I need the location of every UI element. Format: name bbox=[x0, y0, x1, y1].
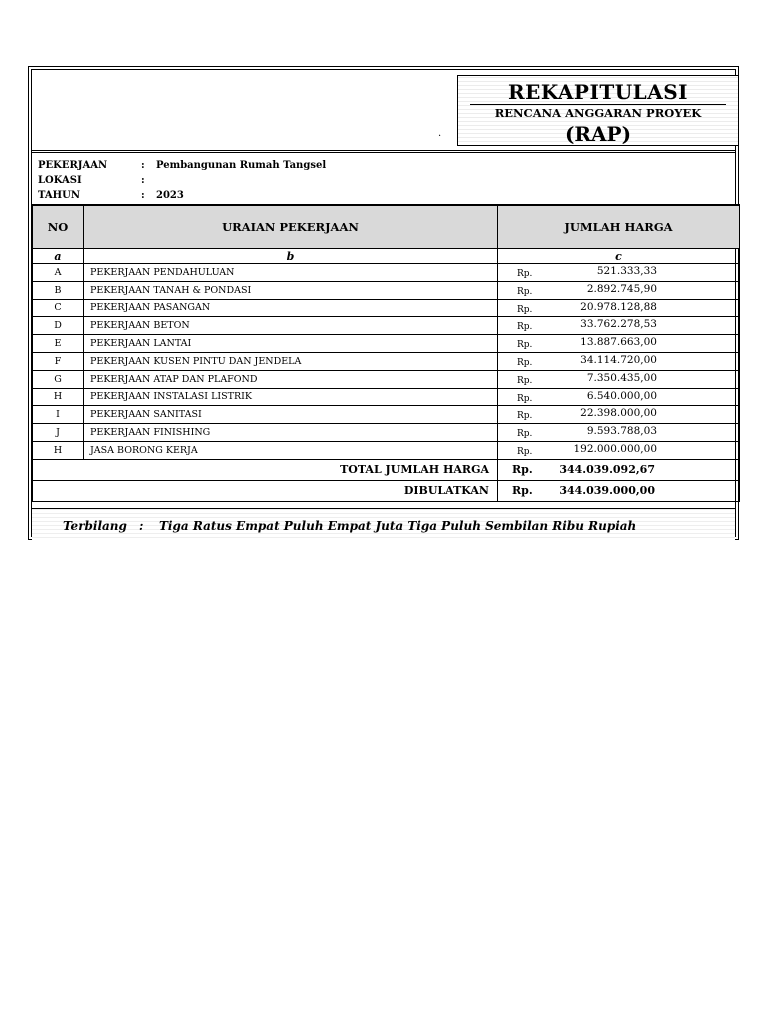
row-amount: 7.350.435,00 bbox=[586, 371, 657, 384]
row-amount: 20.978.128,88 bbox=[580, 300, 657, 313]
rounded-amount: 344.039.000,00 bbox=[559, 483, 655, 497]
info-label: PEKERJAAN bbox=[38, 160, 108, 171]
table-row bbox=[33, 388, 740, 406]
info-colon: : bbox=[141, 175, 145, 186]
row-amount-cell bbox=[498, 441, 740, 459]
letter-b: b bbox=[84, 249, 498, 264]
row-uraian: PEKERJAAN FINISHING bbox=[84, 424, 498, 442]
header-jumlah: JUMLAH HARGA bbox=[498, 205, 740, 249]
currency-label: Rp. bbox=[512, 483, 533, 497]
row-amount: 13.887.663,00 bbox=[580, 336, 657, 349]
row-amount-cell bbox=[498, 424, 740, 442]
letter-c: c bbox=[498, 249, 740, 264]
currency-label: Rp. bbox=[517, 429, 533, 440]
row-uraian: PEKERJAAN SANITASI bbox=[84, 406, 498, 424]
row-amount-cell bbox=[498, 388, 740, 406]
total-amount: 344.039.092,67 bbox=[559, 462, 655, 476]
currency-label: Rp. bbox=[512, 462, 533, 476]
rap-table bbox=[32, 204, 740, 502]
row-no: H bbox=[33, 388, 84, 406]
currency-label: Rp. bbox=[517, 340, 533, 351]
table-row bbox=[33, 370, 740, 388]
row-no: B bbox=[33, 281, 84, 299]
table-row bbox=[33, 424, 740, 442]
currency-label: Rp. bbox=[517, 411, 533, 422]
currency-label: Rp. bbox=[517, 269, 533, 279]
row-amount-cell bbox=[498, 264, 740, 282]
row-no: I bbox=[33, 406, 84, 424]
letter-a: a bbox=[33, 249, 84, 264]
column-letter-row bbox=[33, 249, 740, 264]
row-amount: 34.114.720,00 bbox=[580, 353, 657, 366]
rounded-label: DIBULATKAN bbox=[33, 480, 498, 501]
row-uraian: PEKERJAAN PENDAHULUAN bbox=[84, 264, 498, 282]
info-value: Pembangunan Rumah Tangsel bbox=[156, 160, 327, 171]
document-header bbox=[32, 70, 735, 151]
table-row bbox=[33, 335, 740, 353]
terbilang-value: Tiga Ratus Empat Puluh Empat Juta Tiga Puluh Sembilan Ribu Rupiah bbox=[159, 519, 637, 533]
row-uraian: PEKERJAAN TANAH & PONDASI bbox=[84, 281, 498, 299]
header-no: NO bbox=[33, 205, 84, 249]
project-info bbox=[32, 152, 735, 205]
currency-label: Rp. bbox=[517, 357, 533, 368]
currency-label: Rp. bbox=[517, 393, 533, 404]
row-no: A bbox=[33, 264, 84, 282]
info-label: LOKASI bbox=[38, 175, 82, 186]
table-body bbox=[33, 264, 740, 460]
table-row bbox=[33, 299, 740, 317]
header-dot: . bbox=[438, 128, 442, 139]
row-amount: 9.593.788,03 bbox=[586, 425, 657, 438]
info-colon: : bbox=[141, 160, 145, 171]
row-amount: 6.540.000,00 bbox=[586, 389, 657, 402]
row-amount: 33.762.278,53 bbox=[580, 318, 657, 331]
table-row bbox=[33, 441, 740, 459]
row-amount: 22.398.000,00 bbox=[580, 407, 657, 420]
title-box bbox=[457, 75, 739, 146]
table-header-row bbox=[33, 205, 740, 249]
terbilang-colon: : bbox=[139, 519, 144, 533]
row-uraian: PEKERJAAN BETON bbox=[84, 317, 498, 335]
row-amount-cell bbox=[498, 370, 740, 388]
currency-label: Rp. bbox=[517, 375, 533, 386]
row-no: J bbox=[33, 424, 84, 442]
document-frame bbox=[31, 69, 736, 537]
currency-label: Rp. bbox=[517, 446, 533, 457]
info-value: 2023 bbox=[156, 190, 184, 201]
row-amount: 521.333,33 bbox=[596, 265, 657, 277]
row-uraian: JASA BORONG KERJA bbox=[84, 441, 498, 459]
info-colon: : bbox=[141, 190, 145, 201]
terbilang-label: Terbilang bbox=[63, 519, 127, 533]
total-row bbox=[33, 459, 740, 480]
row-uraian: PEKERJAAN INSTALASI LISTRIK bbox=[84, 388, 498, 406]
terbilang-row bbox=[32, 508, 735, 541]
info-label: TAHUN bbox=[38, 190, 80, 201]
table-row bbox=[33, 352, 740, 370]
total-amount-cell bbox=[498, 459, 740, 480]
row-no: G bbox=[33, 370, 84, 388]
row-no: E bbox=[33, 335, 84, 353]
row-amount: 2.892.745,90 bbox=[586, 282, 657, 295]
row-no: C bbox=[33, 299, 84, 317]
row-amount: 192.000.000,00 bbox=[573, 442, 657, 455]
table-row bbox=[33, 317, 740, 335]
row-amount-cell bbox=[498, 281, 740, 299]
rounded-row bbox=[33, 480, 740, 501]
document-subtitle: RENCANA ANGGARAN PROYEK bbox=[494, 106, 702, 120]
rap-document bbox=[28, 66, 739, 540]
table-row bbox=[33, 406, 740, 424]
row-amount-cell bbox=[498, 317, 740, 335]
row-amount-cell bbox=[498, 406, 740, 424]
table-row bbox=[33, 264, 740, 282]
document-abbreviation: (RAP) bbox=[564, 122, 632, 146]
document-title: REKAPITULASI bbox=[507, 80, 689, 104]
row-uraian: PEKERJAAN LANTAI bbox=[84, 335, 498, 353]
row-uraian: PEKERJAAN KUSEN PINTU DAN JENDELA bbox=[84, 352, 498, 370]
currency-label: Rp. bbox=[517, 286, 533, 297]
rounded-amount-cell bbox=[498, 480, 740, 501]
row-uraian: PEKERJAAN ATAP DAN PLAFOND bbox=[84, 370, 498, 388]
row-amount-cell bbox=[498, 299, 740, 317]
row-no: H bbox=[33, 441, 84, 459]
title-underline bbox=[470, 104, 726, 105]
row-amount-cell bbox=[498, 352, 740, 370]
currency-label: Rp. bbox=[517, 322, 533, 333]
table-row bbox=[33, 281, 740, 299]
row-amount-cell bbox=[498, 335, 740, 353]
row-uraian: PEKERJAAN PASANGAN bbox=[84, 299, 498, 317]
currency-label: Rp. bbox=[517, 304, 533, 315]
row-no: F bbox=[33, 352, 84, 370]
header-uraian: URAIAN PEKERJAAN bbox=[84, 205, 498, 249]
total-label: TOTAL JUMLAH HARGA bbox=[33, 459, 498, 480]
row-no: D bbox=[33, 317, 84, 335]
